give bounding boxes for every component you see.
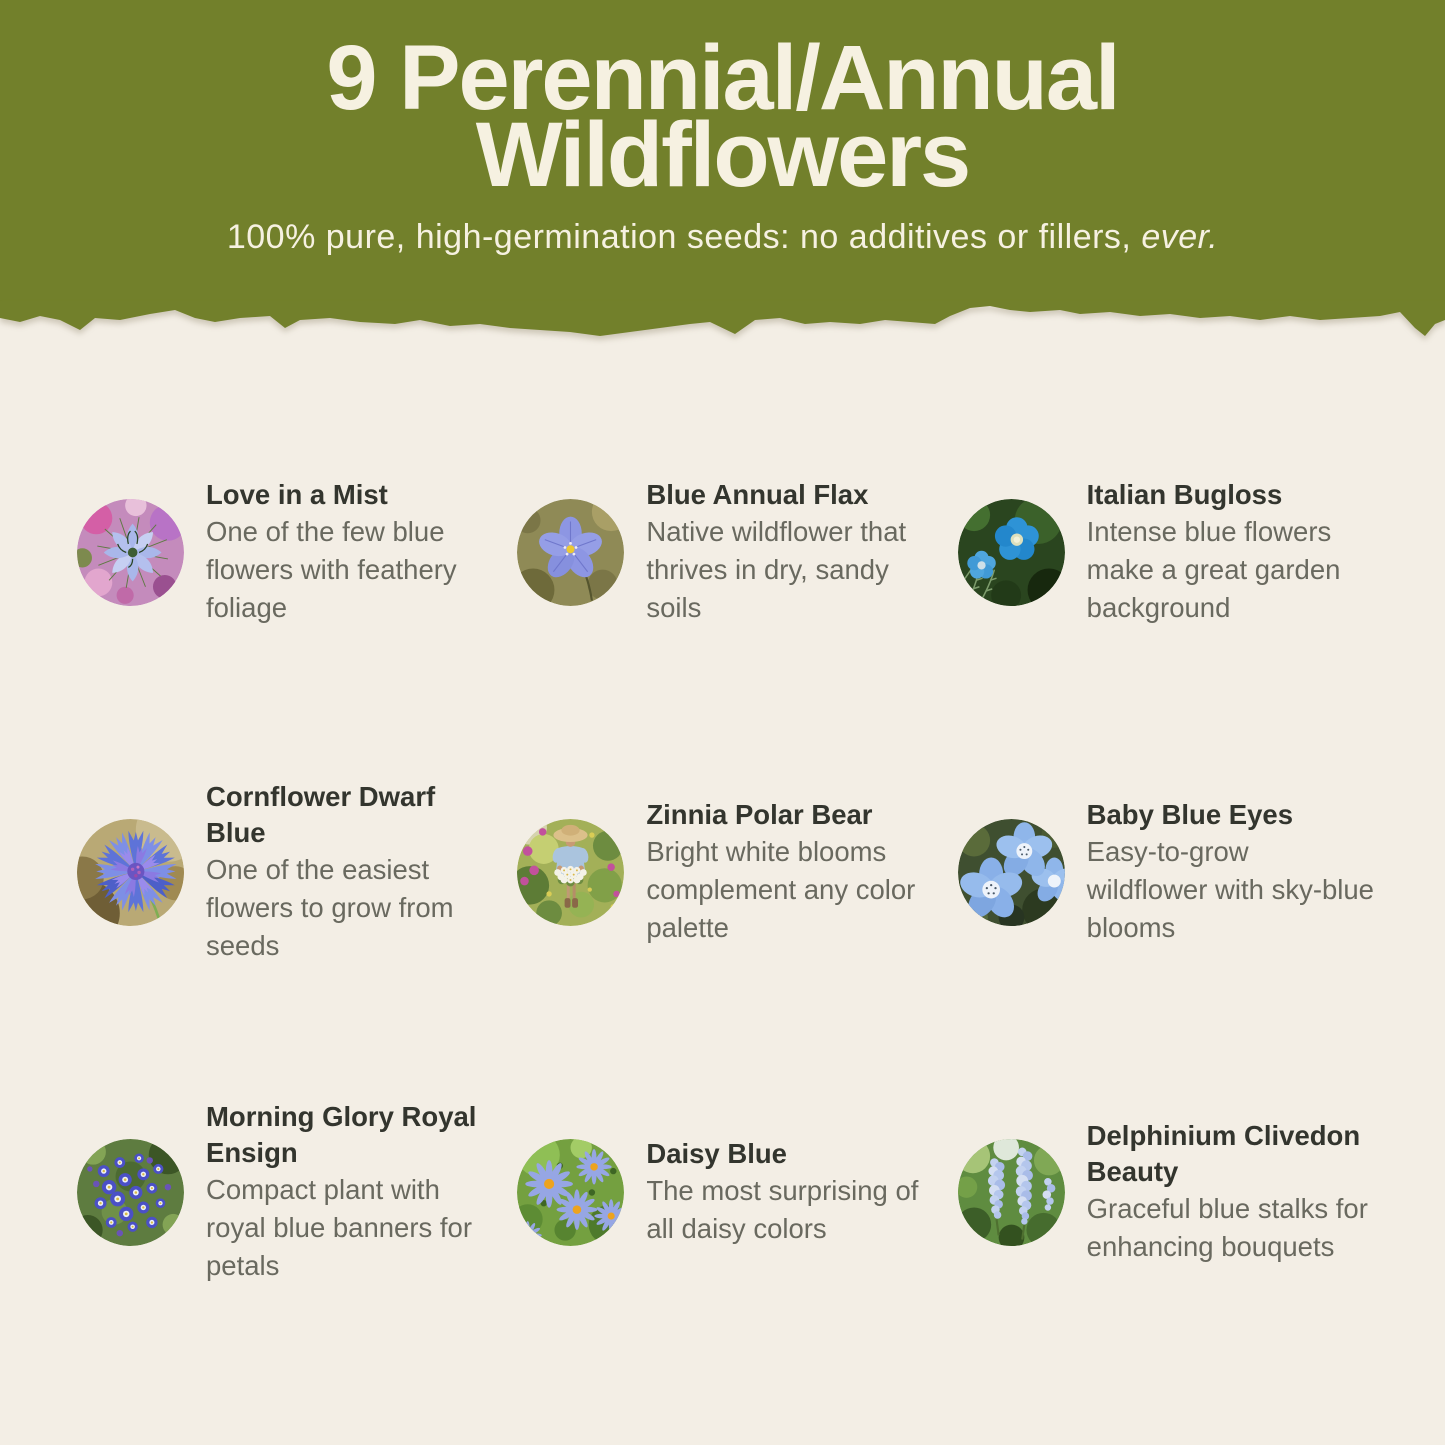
flower-name: Zinnia Polar Bear [646, 799, 873, 830]
flower-description: Bright white blooms complement any color palette [646, 836, 916, 943]
flower-description: One of the easiest flowers to grow from seeds [206, 854, 454, 961]
flower-item-cornflower-dwarf-blue [62, 712, 502, 1032]
italian-bugloss-photo [958, 499, 1065, 606]
love-in-a-mist-photo [77, 499, 184, 606]
torn-paper-edge [0, 302, 1445, 350]
delphinium-clivedon-beauty-photo [958, 1139, 1065, 1246]
zinnia-polar-bear-photo [517, 819, 624, 926]
flower-description: Native wildflower that thrives in dry, sandy soils [646, 516, 907, 623]
flower-name: Daisy Blue [646, 1138, 787, 1169]
page-title-line2: Wildflowers [475, 104, 970, 206]
flower-grid [62, 392, 1383, 1352]
page-title [0, 27, 1445, 206]
cornflower-dwarf-blue-photo [77, 819, 184, 926]
flower-text [1087, 797, 1377, 947]
baby-blue-eyes-photo [958, 819, 1065, 926]
flower-item-morning-glory-royal-ensign [62, 1032, 502, 1352]
subtitle-emphasis: ever. [1141, 218, 1219, 256]
header-banner [0, 0, 1445, 302]
flower-description: The most surprising of all daisy colors [646, 1175, 919, 1244]
morning-glory-royal-ensign-photo [77, 1139, 184, 1246]
flower-description: Compact plant with royal blue banners for petals [206, 1174, 472, 1281]
flower-text [1087, 477, 1377, 627]
header-content [0, 0, 1445, 257]
blue-annual-flax-photo [517, 499, 624, 606]
flower-description: Easy-to-grow wildflower with sky-blue blooms [1086, 836, 1374, 943]
page-title-line1: 9 Perennial/Annual [326, 27, 1119, 129]
flower-item-daisy-blue [502, 1032, 942, 1352]
flower-name: Blue Annual Flax [646, 479, 869, 510]
flower-text [206, 779, 496, 965]
flower-name: Italian Bugloss [1086, 479, 1283, 510]
flower-name: Baby Blue Eyes [1086, 799, 1294, 830]
flower-description: Graceful blue stalks for enhancing bouquets [1086, 1193, 1368, 1262]
flower-name: Love in a Mist [206, 479, 388, 510]
flower-text [646, 797, 936, 947]
flower-description: Intense blue flowers make a great garden background [1086, 516, 1341, 623]
flower-name: Cornflower Dwarf Blue [206, 781, 436, 848]
flower-text [1087, 1118, 1377, 1266]
flower-name: Delphinium Clivedon Beauty [1086, 1120, 1361, 1187]
flower-item-italian-bugloss [943, 392, 1383, 712]
flower-item-zinnia-polar-bear [502, 712, 942, 1032]
flower-item-blue-annual-flax [502, 392, 942, 712]
flower-text [206, 477, 496, 627]
subtitle-text: 100% pure, high-germination seeds: no additives or fillers, [226, 218, 1142, 256]
flower-description: One of the few blue flowers with feathery foliage [206, 516, 457, 623]
flower-text [206, 1099, 496, 1285]
flower-item-baby-blue-eyes [943, 712, 1383, 1032]
page-subtitle [0, 218, 1445, 257]
flower-item-delphinium-clivedon-beauty [943, 1032, 1383, 1352]
flower-text [646, 1136, 936, 1248]
daisy-blue-photo [517, 1139, 624, 1246]
flower-item-love-in-a-mist [62, 392, 502, 712]
flower-name: Morning Glory Royal Ensign [206, 1101, 477, 1168]
flower-text [646, 477, 936, 627]
